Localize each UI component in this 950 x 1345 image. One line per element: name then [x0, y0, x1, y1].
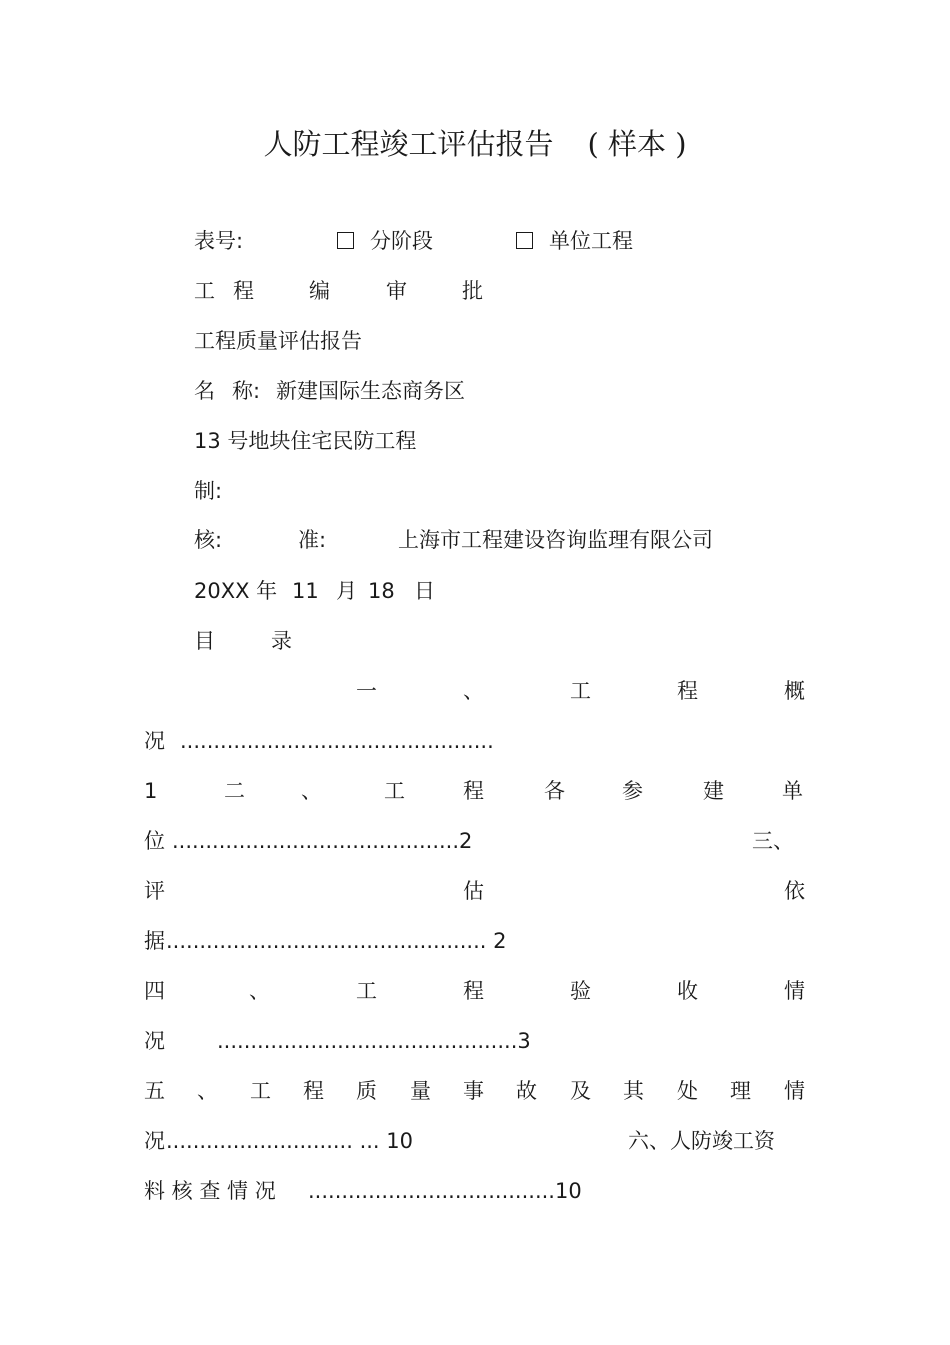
option-stage [337, 228, 433, 254]
name-value-1: 新建国际生态商务区 [276, 379, 465, 403]
toc-s1-char: 一 [356, 679, 377, 703]
toc-s5-char: 、 [197, 1079, 218, 1103]
toc-s5-char: 理 [730, 1079, 751, 1103]
char-cheng: 程 [233, 279, 254, 303]
toc-s4-char: 程 [463, 979, 484, 1003]
toc-s1-page: 1 [144, 779, 158, 803]
title-suffix: ( 样本 ) [587, 127, 687, 161]
toc-s1-char: 程 [677, 679, 698, 703]
date-day: 18 [368, 579, 395, 603]
company-name: 上海市工程建设咨询监理有限公司 [398, 528, 713, 552]
toc-s3-start: 三、 [752, 829, 794, 853]
option-unit [516, 228, 633, 254]
toc-s4-char: 情 [784, 979, 805, 1003]
toc-s5-char: 工 [250, 1079, 271, 1103]
toc-heading-1: 目 [194, 629, 215, 653]
toc-s5-char: 其 [623, 1079, 644, 1103]
toc-s3-char: 评 [144, 879, 165, 903]
toc-s4-end: 况 [144, 1029, 165, 1053]
title-main: 人防工程竣工评估报告 [263, 127, 554, 161]
stage-checkbox-icon [337, 232, 354, 249]
table-no-label: 表号: [194, 229, 244, 253]
zhun-label: 准: [298, 528, 327, 552]
char-pi: 批 [462, 279, 483, 303]
date-day-unit: 日 [414, 579, 435, 603]
date-month: 11 [292, 579, 319, 603]
toc-s6-end: 料 核 查 情 况 [144, 1179, 276, 1203]
toc-s2-char: 建 [703, 779, 724, 803]
name-value-2: 13 号地块住宅民防工程 [194, 429, 417, 453]
toc-s5-char: 故 [516, 1079, 537, 1103]
toc-s2-dots: ...........................................2 [172, 829, 473, 853]
toc-s5-char: 质 [356, 1079, 377, 1103]
toc-s1-char: 、 [463, 679, 484, 703]
zhi-label: 制: [194, 479, 223, 503]
document-title [0, 126, 950, 162]
toc-s3-char: 估 [463, 879, 484, 903]
toc-s2-char: 单 [782, 779, 803, 803]
name-label-1: 名 [194, 379, 215, 403]
toc-s2-char: 、 [301, 779, 322, 803]
option-stage-label: 分阶段 [370, 229, 433, 253]
toc-s3-end: 据 [144, 929, 165, 953]
toc-s4-char: 验 [570, 979, 591, 1003]
toc-heading-2: 录 [271, 629, 292, 653]
option-unit-label: 单位工程 [549, 229, 633, 253]
toc-s4-char: 、 [249, 979, 270, 1003]
report-name: 工程质量评估报告 [194, 329, 362, 353]
toc-s5-char: 事 [463, 1079, 484, 1103]
char-shen: 审 [386, 279, 407, 303]
date-month-unit: 月 [336, 579, 357, 603]
toc-s2-char: 程 [463, 779, 484, 803]
toc-s5-char: 五 [144, 1079, 165, 1103]
char-bian: 编 [309, 279, 330, 303]
toc-s2-char: 参 [622, 779, 643, 803]
toc-s3-dots: ................................................ 2 [166, 929, 507, 953]
toc-s5-char: 及 [570, 1079, 591, 1103]
toc-s6-dots: .....................................10 [308, 1179, 582, 1203]
toc-s2-char: 工 [384, 779, 405, 803]
toc-s5-char: 处 [677, 1079, 698, 1103]
toc-s2-end: 位 [144, 829, 165, 853]
toc-s5-char: 程 [303, 1079, 324, 1103]
toc-s1-dots: ............................................... [180, 729, 494, 753]
toc-s1-end: 况 [144, 729, 165, 753]
char-gong: 工 [194, 279, 215, 303]
toc-s6-start: 六、人防竣工资 [628, 1129, 775, 1153]
toc-s4-char: 收 [677, 979, 698, 1003]
toc-s2-char: 二 [224, 779, 245, 803]
toc-s5-char: 量 [410, 1079, 431, 1103]
toc-s4-char: 工 [356, 979, 377, 1003]
toc-s1-char: 概 [784, 679, 805, 703]
toc-s3-char: 依 [784, 879, 805, 903]
toc-s5-char: 情 [784, 1079, 805, 1103]
toc-s4-dots: .............................................3 [217, 1029, 531, 1053]
toc-s2-char: 各 [544, 779, 565, 803]
he-label: 核: [194, 528, 223, 552]
toc-s1-char: 工 [570, 679, 591, 703]
name-label-2: 称: [232, 379, 261, 403]
unit-checkbox-icon [516, 232, 533, 249]
toc-s5-dots: ............................ ... 10 [166, 1129, 414, 1153]
toc-s4-char: 四 [144, 979, 165, 1003]
date-year: 20XX 年 [194, 579, 278, 603]
toc-s5-end: 况 [144, 1129, 165, 1153]
